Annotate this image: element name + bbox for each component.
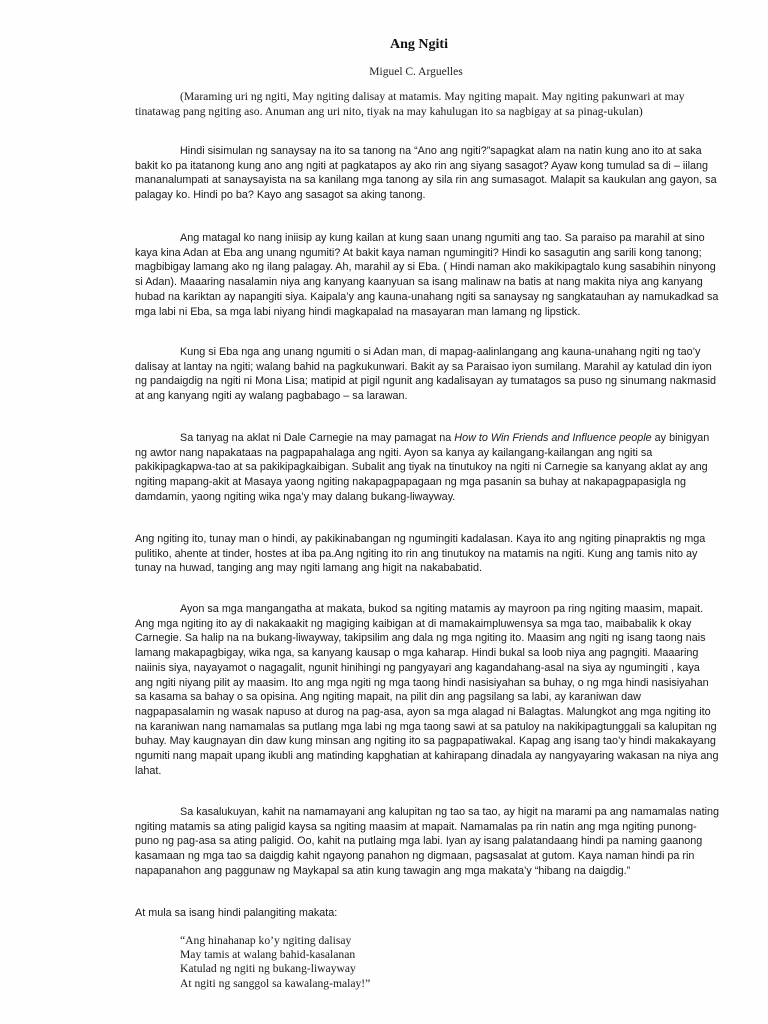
paragraph-5-lead: Sa tanyag na aklat ni Dale Carnegie na may pamagat na [180,432,452,444]
essay-author: Miguel C. Arguelles [369,66,463,78]
poem-line: At ngiti ng sanggol sa kawalang-malay!” [180,976,371,990]
paragraph-6: Ang ngiting ito, tunay man o hindi, ay pakikinabangan ng ngumingiti kadalasan. Kaya ito ang ngiting pinapraktis ng mga pulitiko, ahente at tinder, hostes at iba pa.Ang ngiting ito rin ang tinutukoy na matamis na ngiti. Kung ang tamis nito ay tunay na huwad, tanging ang may ngiti lamang ang higit na nakababatid. [135,533,706,575]
poem-line: “Ang hinahanap ko’y ngiting dalisay [180,934,352,947]
paragraph-2: Hindi sisimulan ng sanaysay na ito sa tanong na “Ano ang ngiti?”sapagkat alam na natin kung ano ito at saka bakit ko pa itatanong kung ano ang ngiti at pagkatapos ay ako rin ang siyang sasagot? Ayaw kong tumulad sa di – iilang mananalumpati at sanaysayista na sa kanilang mga tanong ay sila rin ang sumasagot. Malapit sa kaukulan ang gayon, sa palagay ko. Hindi po ba? Kayo ang sasagot sa aking tanong. [135,145,717,202]
paragraph-8: Sa kasalukuyan, kahit na namamayani ang kalupitan ng tao sa tao, ay higit na marami pa ang namamalas nating ngiting matamis sa ating paligid kaysa sa ngiting maasim at mapait. Namamalas pa rin natin ang mga ngiting punong-puno ng pag-asa sa ating paligid. Oo, kahit na putlaing mga labi. Iyan ay isang palatandaang hindi pa naming gaanong kasamaan ng mga tao sa daigdig kahit ngayong panahon ng digmaan, pagsasalat at gutom. Kaya naman hindi pa rin napapanahon ang paggunaw ng Maykapal sa atin kung tawagin ang mga makata’y “hibang na daigdig.” [135,806,719,877]
paragraph-intro: (Maraming uri ng ngiti, May ngiting dalisay at matamis. May ngiting mapait. May ngiting pakunwari at may tinatawag pang ngiting aso. Anuman ang uri nito, tiyak na may kahulugan ito sa nagbigay at sa pinag-ukulan) [135,90,685,118]
essay-title: Ang Ngiti [390,37,448,52]
paragraph-9: At mula sa isang hindi palangiting makata: [135,907,338,919]
paragraph-5 [135,431,720,505]
book-title: How to Win Friends and Influence people [454,432,652,444]
paragraph-3: Ang matagal ko nang iniisip ay kung kailan at kung saan unang ngumiti ang tao. Sa paraiso pa marahil at sino kaya kina Adan at Eba ang unang ngumiti? At bakit kaya naman ngumingiti? Hindi ko sasagutin ang sarili kong tanong; magbibigay lamang ako ng ilang palagay. Ah, marahil ay si Eba. ( Hindi naman ako makikipagtalo kung sasabihin ninyong si Adan). Maaaring nasalamin niya ang kanyang kaanyuan sa isang malinaw na batis at nang makita niya ang kanyang hubad na kariktan ay napangiti siya. Kaipala’y ang kauna-unahang ngiti sa sanaysay ng sangkatauhan ay namukadkad sa mga labi ni Eba, sa mga labi niyang hindi magkapalad na masayaran man lamang ng lipstick. [135,232,719,318]
paragraph-5-body: ay binigyan ng awtor nang napakataas na pagpapahalaga ang ngiti. Ayon sa kanya ay kailangang-kailangan ang ngiti sa pakikipagkapwa-tao at sa pakikipagkaibigan. Subalit ang tiyak na tinutukoy na ngiti ni Carnegie sa kanyang aklat ay ang ngiting mapang-akit at Masaya yaong ngiting nakapagpapagaan ng mga pasanin sa buhay at nakapagpapasigla ng damdamin, yaong ngiting wika nga’y may dalang bukang-liwayway. [135,432,710,503]
poem-line: Katulad ng ngiti ng bukang-liwayway [180,962,356,976]
poem-stanza [180,934,370,991]
paragraph-4: Kung si Eba nga ang unang ngumiti o si Adan man, di mapag-aalinlangang ang kauna-unahang ngiti ng tao’y dalisay at lantay na ngiti; walang bahid na pagkukunwari. Bakit ay sa Paraisao iyon sumilang. Marahil ay katulad din iyon ng pandaigdig na ngiti ni Mona Lisa; matipid at pigil ngunit ang kadalisayan ay tumatagos sa puso ng sinumang nakmasid at ang kanyang ngiti ay walang pagbabago – sa larawan. [135,346,717,403]
paragraph-7: Ayon sa mga mangangatha at makata, bukod sa ngiting matamis ay mayroon pa ring ngiting maasim, mapait. Ang mga ngiting ito ay di nakakaakit ng magiging kaibigan at di mamakaimpluwensya sa mga tao, maibabalik k okay Carnegie. Sa halip na na bukang-liwayway, takipsilim ang dala ng mga ngiting ito. Maasim ang ngiti ng isang taong nais lamang makapagbigay, wika nga, sa kanyang kausap o mga kaharap. Hindi bukal sa loob niya ang pagngiti. Maaaring naiinis siya, nayayamot o nagagalit, ngunit hinihingi ng pangyayari ang kagandahang-asal na siya ay ngumingiti , kaya ang ngiti niyang pilit ay maasim. Ito ang mga ngiti ng mga taong hindi nasisiyahan sa buhay, o ng mga hindi nasisiyahan sa kasama sa bahay o sa opisina. Ang ngiting mapait, na pilit din ang pagsilang sa labi, ay karaniwan daw nagpapasalamin ng wasak napuso at durog na pag-asa, ayon sa mga alagad ni Balagtas. Malungkot ang mga ngiting ito na karaniwan nang namamalas sa putlang mga labi ng mga taong sawi at sa patuloy na nakikipagtunggali sa kalupitan ng buhay. May kaugnayan din daw kung minsan ang ngiting ito sa pagpapatiwakal. Kapag ang isang tao’y hindi makakayang ngumiti nang mapait upang ikubli ang matinding kapghatian at kahirapang dinadala ay nangyayaring wakasan na niya ang lahat. [135,603,719,777]
poem-line: May tamis at walang bahid-kasalanan [180,948,356,962]
